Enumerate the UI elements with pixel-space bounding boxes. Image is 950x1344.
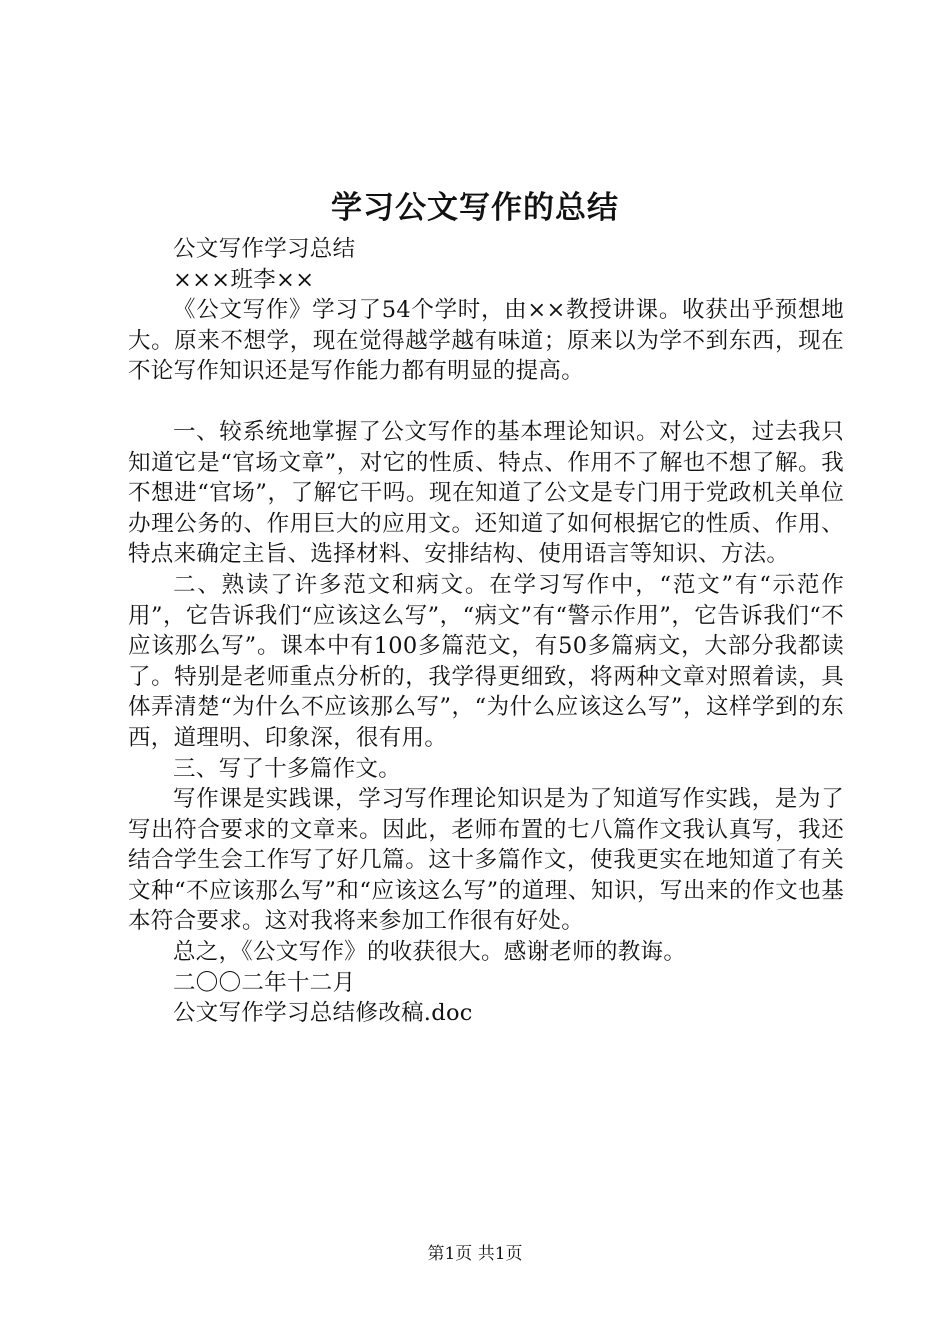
document-body <box>128 234 844 1029</box>
section-two-paragraph: 二、熟读了许多范文和病文。在学习写作中，“范文”有“示范作用”，它告诉我们“应该这么写”，“病文”有“警示作用”，它告诉我们“不应该那么写”。课本中有100多篇范文，有50多篇病文，大部分我都读了。特别是老师重点分析的，我学得更细致，将两种文章对照着读，具体弄清楚“为什么不应该那么写”，“为什么应该这么写”，这样学到的东西，道理明、印象深，很有用。 <box>128 571 844 751</box>
intro-paragraph: 《公文写作》学习了54个学时，由××教授讲课。收获出乎预想地大。原来不想学，现在觉得越学越有味道；原来以为学不到东西，现在不论写作知识还是写作能力都有明显的提高。 <box>128 297 844 385</box>
document-title: 学习公文写作的总结 <box>331 190 619 226</box>
page-number-footer: 第1页 共1页 <box>427 1244 523 1264</box>
section-one-paragraph: 一、较系统地掌握了公文写作的基本理论知识。对公文，过去我只知道它是“官场文章”，对它的性质、特点、作用不了解也不想了解。我不想进“官场”，了解它干吗。现在知道了公文是专门用于党政机关单位办理公务的、作用巨大的应用文。还知道了如何根据它的性质、作用、特点来确定主旨、选择材料、安排结构、使用语言等知识、方法。 <box>128 418 844 568</box>
section-three-heading: 三、写了十多篇作文。 <box>173 755 402 782</box>
section-three-paragraph: 写作课是实践课，学习写作理论知识是为了知道写作实践，是为了写出符合要求的文章来。因此，老师布置的七八篇作文我认真写，我还结合学生会工作写了好几篇。这十多篇作文，使我更实在地知道了有关文种“不应该那么写”和“应该这么写”的道理、知识，写出来的作文也基本符合要求。这对我将来参加工作很有好处。 <box>128 786 844 935</box>
filename-line: 公文写作学习总结修改稿.doc <box>173 1000 473 1027</box>
author-line: ×××班李×× <box>173 266 315 293</box>
subtitle-line: 公文写作学习总结 <box>173 236 356 262</box>
date-line: 二〇〇二年十二月 <box>173 969 356 996</box>
conclusion-paragraph: 总之，《公文写作》的收获很大。感谢老师的教诲。 <box>173 939 687 966</box>
